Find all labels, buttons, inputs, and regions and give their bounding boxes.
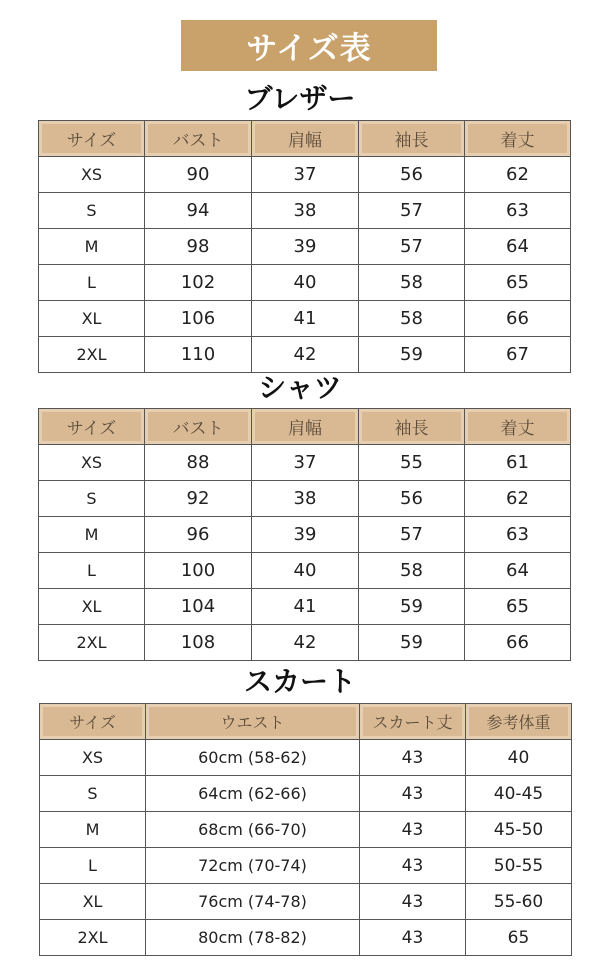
blazer-title: ブレザー xyxy=(244,82,356,115)
cell-weight: 40 xyxy=(466,740,572,776)
skirt-title: スカート xyxy=(243,665,356,698)
cell-sleeve: 55 xyxy=(359,445,465,481)
shirt-title: シャツ xyxy=(258,371,342,404)
table-row xyxy=(39,265,571,301)
cell-weight: 45-50 xyxy=(466,812,572,848)
cell-length: 64 xyxy=(465,553,571,589)
cell-size: L xyxy=(39,553,145,589)
cell-size: XL xyxy=(39,589,145,625)
cell-shoulder: 37 xyxy=(252,157,359,193)
cell-size: XL xyxy=(40,884,146,920)
table-row xyxy=(40,812,572,848)
cell-sleeve: 59 xyxy=(359,625,465,661)
table-row xyxy=(39,229,571,265)
cell-sleeve: 59 xyxy=(359,589,465,625)
cell-length: 62 xyxy=(465,157,571,193)
cell-shoulder: 38 xyxy=(252,193,359,229)
cell-size: S xyxy=(40,776,146,812)
table-row xyxy=(39,589,571,625)
cell-weight: 55-60 xyxy=(466,884,572,920)
header-bust: バスト xyxy=(145,121,252,157)
cell-skirt-length: 43 xyxy=(360,740,466,776)
header-bust: バスト xyxy=(145,409,252,445)
cell-waist: 80cm (78-82) xyxy=(146,920,360,956)
cell-shoulder: 42 xyxy=(252,625,359,661)
cell-length: 64 xyxy=(465,229,571,265)
table-row xyxy=(39,301,571,337)
cell-length: 63 xyxy=(465,517,571,553)
cell-size: 2XL xyxy=(39,337,145,373)
cell-length: 66 xyxy=(465,625,571,661)
shirt-size-table xyxy=(38,408,571,661)
cell-length: 63 xyxy=(465,193,571,229)
cell-shoulder: 41 xyxy=(252,589,359,625)
cell-length: 66 xyxy=(465,301,571,337)
cell-sleeve: 58 xyxy=(359,553,465,589)
cell-size: XL xyxy=(39,301,145,337)
header-size: サイズ xyxy=(39,121,145,157)
cell-size: S xyxy=(39,193,145,229)
cell-size: XS xyxy=(39,157,145,193)
cell-bust: 110 xyxy=(145,337,252,373)
header-shoulder: 肩幅 xyxy=(252,121,359,157)
cell-length: 67 xyxy=(465,337,571,373)
cell-waist: 64cm (62-66) xyxy=(146,776,360,812)
table-row xyxy=(39,157,571,193)
cell-shoulder: 38 xyxy=(252,481,359,517)
table-row xyxy=(40,740,572,776)
cell-shoulder: 39 xyxy=(252,229,359,265)
header-waist: ウエスト xyxy=(146,704,360,740)
cell-bust: 92 xyxy=(145,481,252,517)
cell-shoulder: 40 xyxy=(252,265,359,301)
skirt-size-table xyxy=(39,703,572,956)
cell-waist: 60cm (58-62) xyxy=(146,740,360,776)
cell-length: 65 xyxy=(465,589,571,625)
cell-bust: 102 xyxy=(145,265,252,301)
cell-bust: 94 xyxy=(145,193,252,229)
cell-bust: 108 xyxy=(145,625,252,661)
cell-length: 65 xyxy=(465,265,571,301)
cell-size: L xyxy=(40,848,146,884)
cell-sleeve: 59 xyxy=(359,337,465,373)
cell-sleeve: 58 xyxy=(359,301,465,337)
cell-sleeve: 56 xyxy=(359,157,465,193)
cell-shoulder: 39 xyxy=(252,517,359,553)
table-row xyxy=(40,776,572,812)
table-header-row xyxy=(39,121,571,157)
cell-sleeve: 57 xyxy=(359,517,465,553)
cell-size: XS xyxy=(40,740,146,776)
table-row xyxy=(40,848,572,884)
table-row xyxy=(39,445,571,481)
table-row xyxy=(39,193,571,229)
table-row xyxy=(40,884,572,920)
header-size: サイズ xyxy=(40,704,146,740)
cell-size: M xyxy=(39,517,145,553)
cell-sleeve: 57 xyxy=(359,193,465,229)
header-shoulder: 肩幅 xyxy=(252,409,359,445)
cell-shoulder: 42 xyxy=(252,337,359,373)
table-row xyxy=(40,920,572,956)
table-header-row xyxy=(39,409,571,445)
cell-length: 62 xyxy=(465,481,571,517)
cell-bust: 96 xyxy=(145,517,252,553)
table-row xyxy=(39,481,571,517)
page-title: サイズ表 xyxy=(181,20,437,71)
cell-weight: 50-55 xyxy=(466,848,572,884)
header-sleeve: 袖長 xyxy=(359,121,465,157)
cell-skirt-length: 43 xyxy=(360,776,466,812)
cell-bust: 98 xyxy=(145,229,252,265)
cell-waist: 68cm (66-70) xyxy=(146,812,360,848)
cell-bust: 106 xyxy=(145,301,252,337)
cell-length: 61 xyxy=(465,445,571,481)
cell-waist: 72cm (70-74) xyxy=(146,848,360,884)
cell-weight: 65 xyxy=(466,920,572,956)
cell-skirt-length: 43 xyxy=(360,812,466,848)
cell-size: XS xyxy=(39,445,145,481)
cell-bust: 100 xyxy=(145,553,252,589)
header-sleeve: 袖長 xyxy=(359,409,465,445)
cell-skirt-length: 43 xyxy=(360,884,466,920)
cell-sleeve: 57 xyxy=(359,229,465,265)
table-row xyxy=(39,517,571,553)
header-size: サイズ xyxy=(39,409,145,445)
cell-size: 2XL xyxy=(39,625,145,661)
cell-shoulder: 41 xyxy=(252,301,359,337)
cell-size: L xyxy=(39,265,145,301)
cell-skirt-length: 43 xyxy=(360,848,466,884)
cell-skirt-length: 43 xyxy=(360,920,466,956)
cell-bust: 104 xyxy=(145,589,252,625)
header-skirt-length: スカート丈 xyxy=(360,704,466,740)
cell-size: M xyxy=(40,812,146,848)
table-row xyxy=(39,553,571,589)
cell-sleeve: 58 xyxy=(359,265,465,301)
table-header-row xyxy=(40,704,572,740)
cell-weight: 40-45 xyxy=(466,776,572,812)
cell-size: S xyxy=(39,481,145,517)
cell-size: M xyxy=(39,229,145,265)
header-length: 着丈 xyxy=(465,409,571,445)
blazer-size-table xyxy=(38,120,571,373)
cell-size: 2XL xyxy=(40,920,146,956)
header-length: 着丈 xyxy=(465,121,571,157)
table-row xyxy=(39,625,571,661)
cell-shoulder: 37 xyxy=(252,445,359,481)
header-reference-weight: 参考体重 xyxy=(466,704,572,740)
cell-sleeve: 56 xyxy=(359,481,465,517)
cell-waist: 76cm (74-78) xyxy=(146,884,360,920)
cell-bust: 90 xyxy=(145,157,252,193)
table-row xyxy=(39,337,571,373)
cell-bust: 88 xyxy=(145,445,252,481)
cell-shoulder: 40 xyxy=(252,553,359,589)
